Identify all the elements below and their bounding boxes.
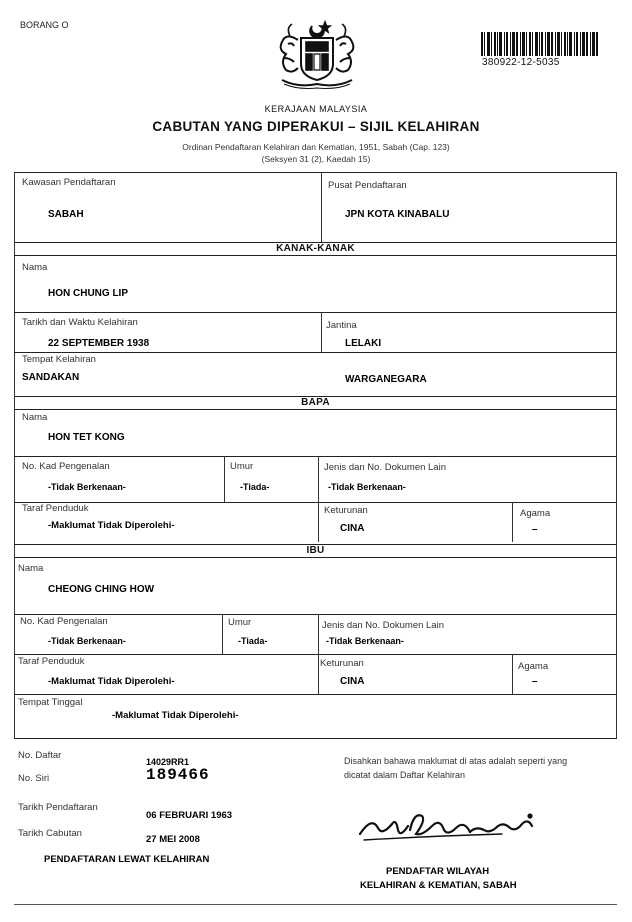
father-name-label: Nama: [22, 412, 48, 423]
center-value: JPN KOTA KINABALU: [345, 209, 450, 220]
father-name-value: HON TET KONG: [48, 432, 125, 443]
serial-number: 380922-12-5035: [482, 57, 560, 68]
mother-ic-label: No. Kad Pengenalan: [20, 616, 108, 627]
coat-of-arms-icon: [268, 18, 366, 90]
father-doc-label: Jenis dan No. Dokumen Lain: [324, 462, 446, 473]
form-code: BORANG O: [20, 20, 69, 30]
residence-value: -Maklumat Tidak Diperolehi-: [112, 710, 239, 721]
barcode-icon: [481, 32, 599, 56]
document-title: CABUTAN YANG DIPERAKUI – SIJIL KELAHIRAN: [152, 119, 480, 134]
mother-ethnicity-value: CINA: [340, 676, 365, 687]
mother-residency-value: -Maklumat Tidak Diperolehi-: [48, 676, 175, 687]
signature-icon: [352, 806, 542, 850]
area-value: SABAH: [48, 209, 84, 220]
dob-label: Tarikh dan Waktu Kelahiran: [22, 317, 138, 328]
father-religion-label: Agama: [520, 508, 551, 519]
father-ic-label: No. Kad Pengenalan: [22, 461, 110, 472]
father-religion-value: –: [532, 524, 538, 535]
mother-ic-value: -Tidak Berkenaan-: [48, 636, 126, 646]
mother-religion-label: Agama: [518, 661, 549, 672]
mother-name-value: CHEONG CHING HOW: [48, 584, 155, 595]
gender-label: Jantina: [326, 320, 357, 331]
section-text: (Seksyen 31 (2), Kaedah 15): [261, 154, 371, 164]
father-ethnicity-value: CINA: [340, 523, 365, 534]
register-no-value: 14029RR1: [146, 757, 190, 767]
registrar-line1: PENDAFTAR WILAYAH: [386, 866, 490, 877]
serial-no-value: 189466: [146, 766, 210, 784]
citizenship-value: WARGANEGARA: [345, 374, 427, 385]
extract-date-value: 27 MEI 2008: [146, 834, 200, 845]
center-label: Pusat Pendaftaran: [328, 180, 407, 191]
serial-no-label: No. Siri: [18, 773, 50, 784]
pob-label: Tempat Kelahiran: [22, 354, 96, 365]
reg-date-label: Tarikh Pendaftaran: [18, 802, 98, 813]
residence-label: Tempat Tinggal: [18, 697, 83, 708]
section-child: KANAK-KANAK: [14, 242, 617, 256]
mother-ethnicity-label: Keturunan: [320, 658, 364, 669]
father-age-value: -Tiada-: [240, 482, 270, 492]
child-name-value: HON CHUNG LIP: [48, 288, 128, 299]
pob-value: SANDAKAN: [22, 372, 80, 383]
father-residency-value: -Maklumat Tidak Diperolehi-: [48, 520, 175, 531]
section-father: BAPA: [14, 396, 617, 410]
mother-name-label: Nama: [18, 563, 44, 574]
father-ic-value: -Tidak Berkenaan-: [48, 482, 126, 492]
gender-value: LELAKI: [345, 338, 382, 349]
father-doc-value: -Tidak Berkenaan-: [328, 482, 406, 492]
ordinance-text: Ordinan Pendaftaran Kelahiran dan Kematian, 1951, Sabah (Cap. 123): [182, 142, 450, 152]
government-name: KERAJAAN MALAYSIA: [264, 104, 368, 114]
mother-age-value: -Tiada-: [238, 636, 268, 646]
register-no-label: No. Daftar: [18, 750, 62, 761]
reg-date-value: 06 FEBRUARI 1963: [146, 810, 233, 821]
father-residency-label: Taraf Penduduk: [22, 503, 89, 514]
extract-date-label: Tarikh Cabutan: [18, 828, 82, 839]
area-label: Kawasan Pendaftaran: [22, 177, 116, 188]
mother-doc-value: -Tidak Berkenaan-: [326, 636, 404, 646]
mother-religion-value: –: [532, 676, 538, 687]
father-ethnicity-label: Keturunan: [324, 505, 368, 516]
section-mother: IBU: [14, 544, 617, 558]
registrar-line2: KELAHIRAN & KEMATIAN, SABAH: [360, 880, 517, 891]
father-age-label: Umur: [230, 461, 254, 472]
mother-doc-label: Jenis dan No. Dokumen Lain: [322, 620, 444, 631]
child-name-label: Nama: [22, 262, 48, 273]
certification-text: Disahkan bahawa maklumat di atas adalah seperti yang dicatat dalam Daftar Kelahiran: [344, 756, 568, 780]
dob-value: 22 SEPTEMBER 1938: [48, 338, 150, 349]
mother-residency-label: Taraf Penduduk: [18, 656, 85, 667]
mother-age-label: Umur: [228, 617, 252, 628]
late-registration: PENDAFTARAN LEWAT KELAHIRAN: [44, 854, 210, 865]
